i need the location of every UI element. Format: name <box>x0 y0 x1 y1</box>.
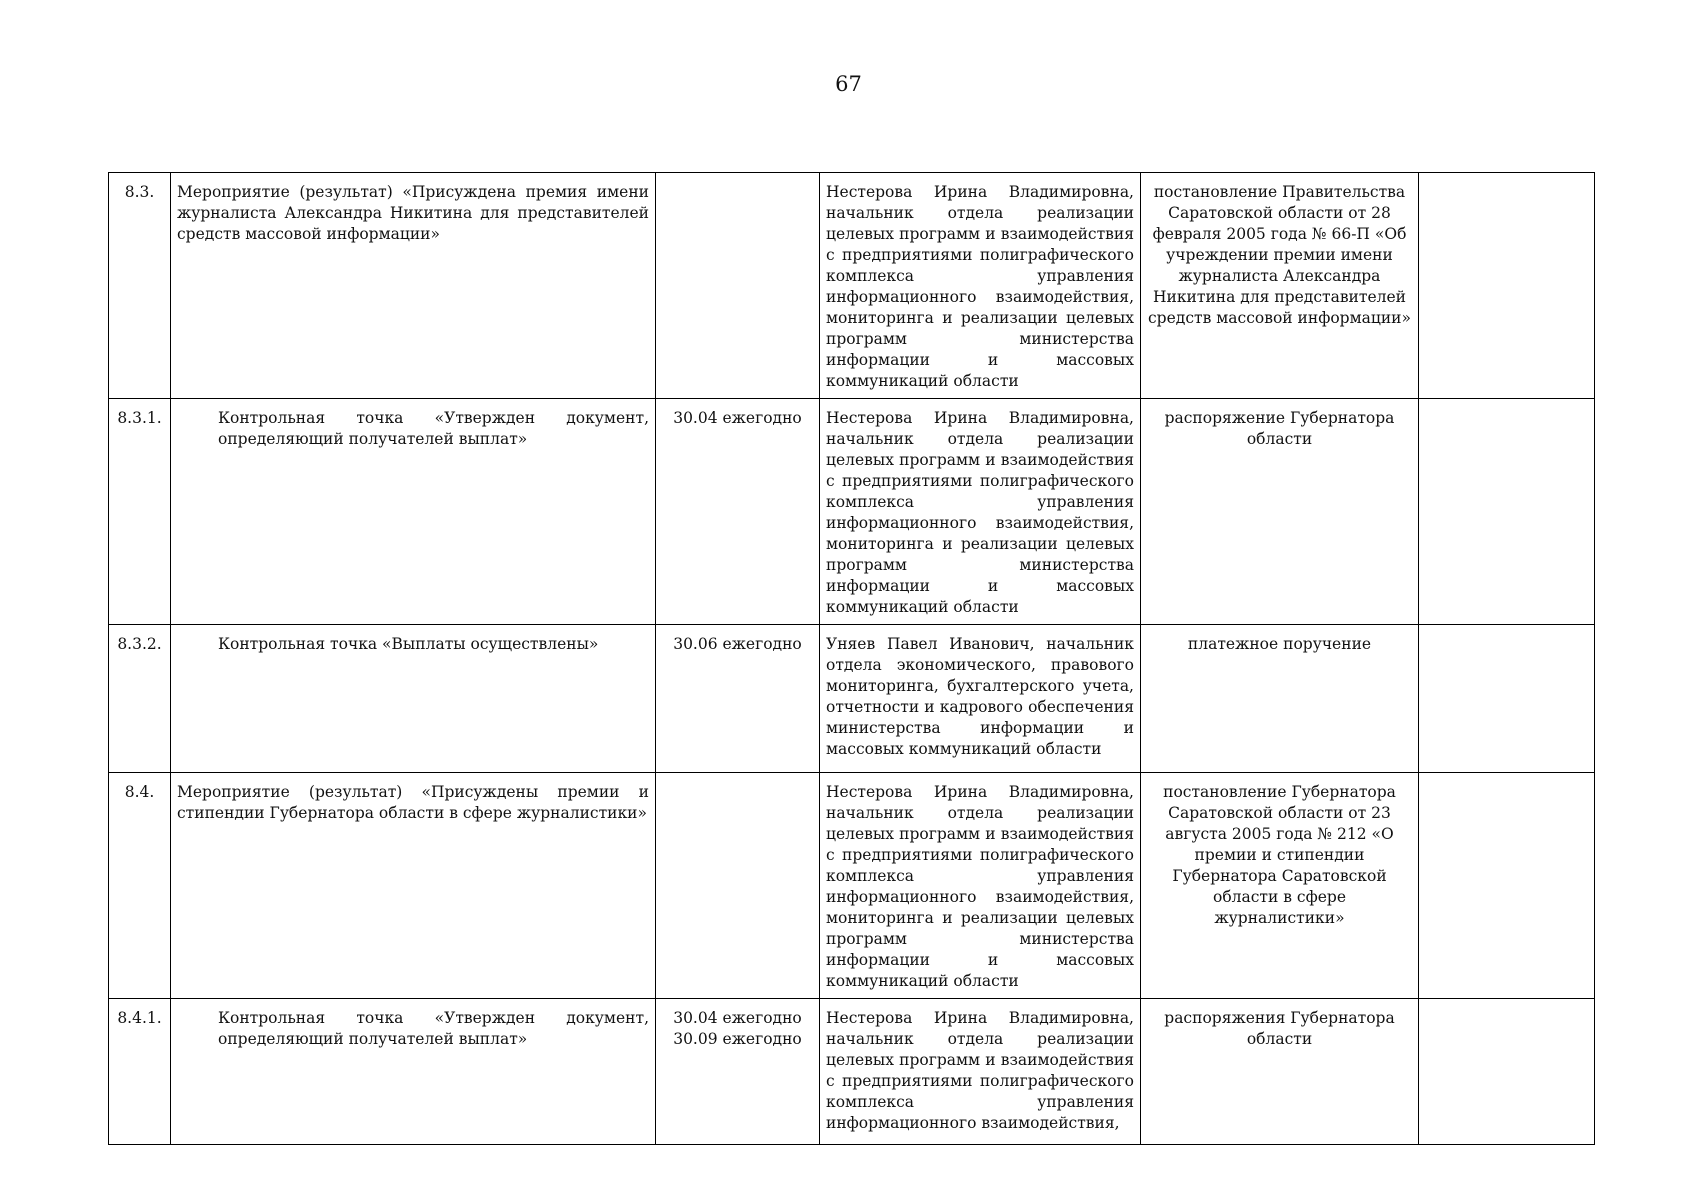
document-cell: распоряжение Губернатора области <box>1141 399 1419 625</box>
deadline-cell <box>656 999 820 1145</box>
responsible-cell: Уняев Павел Иванович, начальник отдела экономического, правового мониторинга, бухгалтерского учета, отчетности и кадрового обеспечения министерства информации и массовых коммуникаций области <box>820 625 1141 773</box>
deadline-line: 30.04 ежегодно <box>673 409 802 427</box>
document-cell: постановление Губернатора Саратовской области от 23 августа 2005 года № 212 «О премии и стипендии Губернатора Саратовской области в сфере журналистики» <box>1141 773 1419 999</box>
row-number-cell: 8.3. <box>109 173 171 399</box>
responsible-cell: Нестерова Ирина Владимировна, начальник отдела реализации целевых программ и взаимодействия с предприятиями полиграфического комплекса управления информационного взаимодействия, <box>820 999 1141 1145</box>
deadline-line: 30.09 ежегодно <box>673 1030 802 1048</box>
responsible-cell: Нестерова Ирина Владимировна, начальник отдела реализации целевых программ и взаимодействия с предприятиями полиграфического комплекса управления информационного взаимодействия, мониторинга и реализации целевых программ министерства информации и массовых коммуникаций области <box>820 773 1141 999</box>
deadline-line: 30.04 ежегодно <box>673 1009 802 1027</box>
deadline-cell <box>656 773 820 999</box>
activity-name-cell: Контрольная точка «Выплаты осуществлены» <box>171 625 656 773</box>
document-cell: платежное поручение <box>1141 625 1419 773</box>
row-number-cell: 8.4. <box>109 773 171 999</box>
activity-name-cell: Мероприятие (результат) «Присуждены премии и стипендии Губернатора области в сфере журналистики» <box>171 773 656 999</box>
responsible-cell: Нестерова Ирина Владимировна, начальник отдела реализации целевых программ и взаимодействия с предприятиями полиграфического комплекса управления информационного взаимодействия, мониторинга и реализации целевых программ министерства информации и массовых коммуникаций области <box>820 399 1141 625</box>
deadline-cell <box>656 399 820 625</box>
activity-table <box>108 172 1595 1145</box>
note-cell <box>1419 999 1595 1145</box>
table-row <box>109 625 1595 773</box>
row-number-cell: 8.3.1. <box>109 399 171 625</box>
table-row <box>109 399 1595 625</box>
note-cell <box>1419 773 1595 999</box>
activity-name-cell: Контрольная точка «Утвержден документ, определяющий получателей выплат» <box>171 999 656 1145</box>
row-number-cell: 8.3.2. <box>109 625 171 773</box>
row-number-cell: 8.4.1. <box>109 999 171 1145</box>
note-cell <box>1419 399 1595 625</box>
page-number: 67 <box>835 72 862 96</box>
activity-name-cell: Мероприятие (результат) «Присуждена премия имени журналиста Александра Никитина для представителей средств массовой информации» <box>171 173 656 399</box>
document-cell: распоряжения Губернатора области <box>1141 999 1419 1145</box>
activity-name-cell: Контрольная точка «Утвержден документ, определяющий получателей выплат» <box>171 399 656 625</box>
table-row <box>109 773 1595 999</box>
table-row <box>109 173 1595 399</box>
deadline-line: 30.06 ежегодно <box>673 635 802 653</box>
document-cell: постановление Правительства Саратовской области от 28 февраля 2005 года № 66-П «Об учреждении премии имени журналиста Александра Никитина для представителей средств массовой информации» <box>1141 173 1419 399</box>
deadline-cell <box>656 625 820 773</box>
deadline-cell <box>656 173 820 399</box>
note-cell <box>1419 173 1595 399</box>
responsible-cell: Нестерова Ирина Владимировна, начальник отдела реализации целевых программ и взаимодействия с предприятиями полиграфического комплекса управления информационного взаимодействия, мониторинга и реализации целевых программ министерства информации и массовых коммуникаций области <box>820 173 1141 399</box>
note-cell <box>1419 625 1595 773</box>
table-row <box>109 999 1595 1145</box>
